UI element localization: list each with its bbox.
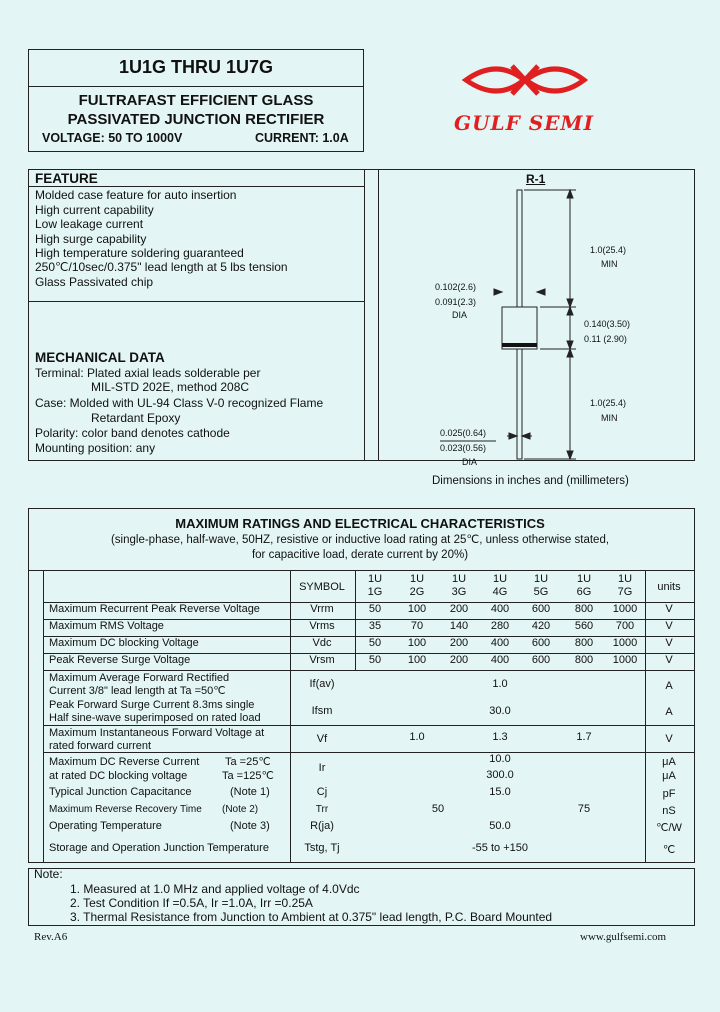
vf-label: Maximum Instantaneous Forward Voltage at [49, 727, 265, 739]
dim-lead-dia-3: DIA [462, 457, 478, 467]
row-value: 35 [368, 620, 382, 632]
revision-label: Rev.A6 [34, 931, 68, 943]
ir-condition: Ta =25℃ [225, 756, 271, 768]
ifav-label: Maximum Average Forward Rectified [49, 672, 230, 684]
dim-body-len-2: 0.11 (2.90) [584, 334, 627, 344]
gulf-semi-logo [452, 60, 612, 140]
feature-item: High current capability [35, 203, 154, 217]
row-unit: V [665, 603, 673, 615]
row-value: 50 [368, 603, 382, 615]
row-label: Maximum RMS Voltage [49, 620, 164, 632]
ratings-subtitle-1: (single-phase, half-wave, 50HZ, resistive or inductive load rating at 25℃, unless otherwise stated, [110, 534, 610, 546]
tstg-symbol: Tstg, Tj [304, 842, 340, 854]
rja-note: (Note 3) [230, 820, 270, 832]
ir-label: Maximum DC Reverse Current [49, 756, 200, 768]
row-symbol: Vrrm [310, 603, 334, 615]
row-value: 100 [407, 603, 427, 615]
trr-value-1: 50 [431, 803, 445, 815]
row-unit: V [665, 620, 673, 632]
feature-item: Low leakage current [35, 217, 144, 231]
note-item: 3. Thermal Resistance from Junction to Ambient at 0.375" lead length, P.C. Board Mounted [70, 910, 553, 924]
vf-value-3: 1.7 [576, 731, 592, 743]
ratings-title: MAXIMUM RATINGS AND ELECTRICAL CHARACTERISTICS [175, 516, 545, 531]
row-value: 100 [407, 637, 427, 649]
feature-item: High surge capability [35, 232, 147, 246]
vf-value-1: 1.0 [409, 731, 425, 743]
feature-item: Molded case feature for auto insertion [35, 188, 237, 202]
mechanical-line: Case: Molded with UL-94 Class V-0 recognized Flame [35, 396, 324, 410]
vf-label: rated forward current [49, 740, 152, 752]
rja-label: Operating Temperature [49, 820, 162, 832]
ifsm-symbol: Ifsm [311, 705, 333, 717]
col-model-6: 6G [576, 586, 592, 598]
row-value: 800 [574, 654, 594, 666]
cj-value: 15.0 [489, 786, 511, 798]
row-value: 800 [574, 637, 594, 649]
tstg-label: Storage and Operation Junction Temperature [49, 842, 269, 854]
row-value: 140 [449, 620, 469, 632]
row-value: 50 [368, 654, 382, 666]
vf-value-2: 1.3 [492, 731, 508, 743]
dim-lead-dia-2: 0.023(0.56) [440, 443, 487, 453]
row-value: 800 [574, 603, 594, 615]
rja-unit: ℃/W [656, 822, 682, 834]
row-value: 70 [410, 620, 424, 632]
row-value: 1000 [612, 654, 638, 666]
row-value: 560 [574, 620, 594, 632]
dim-body-len-1: 0.140(3.50) [584, 319, 631, 329]
ir-unit: μA [662, 770, 676, 782]
col-model-6: 1U [576, 573, 592, 585]
ifsm-label: Half sine-wave superimposed on rated load [49, 712, 261, 724]
col-model-2: 2G [409, 586, 425, 598]
dim-lead-top-1: 1.0(25.4) [590, 245, 627, 255]
row-unit: V [665, 637, 673, 649]
row-value: 600 [531, 603, 551, 615]
row-value: 600 [531, 654, 551, 666]
row-value: 200 [449, 637, 469, 649]
ir-unit: μA [662, 756, 676, 768]
ifav-label: Current 3/8" lead length at Ta =50℃ [49, 685, 226, 697]
row-value: 600 [531, 637, 551, 649]
vf-unit: V [665, 733, 673, 745]
row-value: 1000 [612, 603, 638, 615]
row-symbol: Vrsm [309, 654, 335, 666]
ir-value-25c: 10.0 [489, 753, 511, 765]
mechanical-heading: MECHANICAL DATA [35, 350, 165, 365]
ir-value-125c: 300.0 [486, 769, 514, 781]
diode-outline-drawing [378, 186, 694, 461]
dim-body-dia-2: 0.091(2.3) [435, 297, 477, 307]
dim-body-dia-1: 0.102(2.6) [435, 282, 477, 292]
col-model-1: 1U [367, 573, 383, 585]
ifav-value: 1.0 [492, 678, 508, 690]
rja-symbol: R(ja) [310, 820, 334, 832]
mechanical-line: Terminal: Plated axial leads solderable per [35, 366, 261, 380]
note-item: 2. Test Condition If =0.5A, Ir =1.0A, Irr =0.25A [70, 896, 313, 910]
cj-unit: pF [662, 788, 676, 800]
row-label: Peak Reverse Surge Voltage [49, 654, 191, 666]
diagram-caption: Dimensions in inches and (millimeters) [432, 475, 629, 487]
row-value: 50 [368, 637, 382, 649]
row-value: 100 [407, 654, 427, 666]
feature-item: Glass Passivated chip [35, 275, 154, 289]
row-symbol: Vrms [309, 620, 335, 632]
part-range: 1U1G THRU 1U7G [118, 57, 274, 77]
row-value: 200 [449, 603, 469, 615]
ifav-symbol: If(av) [309, 678, 335, 690]
mechanical-line: Retardant Epoxy [91, 411, 181, 425]
row-value: 420 [531, 620, 551, 632]
cj-label: Typical Junction Capacitance [49, 786, 192, 798]
col-model-1: 1G [367, 586, 383, 598]
row-value: 400 [490, 637, 510, 649]
vf-symbol: Vf [316, 733, 328, 745]
feature-item: 250℃/10sec/0.375" lead length at 5 lbs tension [35, 260, 288, 274]
col-model-5: 5G [533, 586, 549, 598]
mechanical-line: Mounting position: any [35, 441, 156, 455]
feature-heading: FEATURE [35, 171, 98, 186]
mechanical-line: Polarity: color band denotes cathode [35, 426, 230, 440]
col-model-4: 1U [492, 573, 508, 585]
row-value: 1000 [612, 637, 638, 649]
trr-unit: nS [662, 805, 676, 817]
col-model-7: 1U [617, 573, 633, 585]
ir-symbol: Ir [318, 762, 326, 774]
col-model-2: 1U [409, 573, 425, 585]
tstg-value: -55 to +150 [472, 842, 528, 854]
trr-note: (Note 2) [222, 804, 259, 815]
row-value: 700 [615, 620, 635, 632]
row-value: 400 [490, 654, 510, 666]
ifsm-value: 30.0 [489, 705, 511, 717]
dim-lead-top-2: MIN [601, 259, 618, 269]
row-unit: V [665, 654, 673, 666]
col-model-7: 7G [617, 586, 633, 598]
current-rating: CURRENT: 1.0A [255, 131, 349, 145]
row-value: 200 [449, 654, 469, 666]
row-symbol: Vdc [312, 637, 332, 649]
col-symbol-header: SYMBOL [299, 581, 345, 593]
row-value: 280 [490, 620, 510, 632]
col-model-5: 1U [533, 573, 549, 585]
package-label: R-1 [526, 172, 546, 186]
tstg-unit: ℃ [662, 844, 676, 856]
col-units-header: units [657, 581, 681, 593]
ifsm-label: Peak Forward Surge Current 8.3ms single [49, 699, 255, 711]
title-line-1: FULTRAFAST EFFICIENT GLASS [78, 92, 314, 109]
row-label: Maximum Recurrent Peak Reverse Voltage [49, 603, 260, 615]
notes-heading: Note: [34, 867, 63, 881]
dim-lead-bot-2: MIN [601, 413, 618, 423]
col-model-3: 3G [451, 586, 467, 598]
cj-note: (Note 1) [230, 786, 270, 798]
brand-wordmark: GULF SEMI [454, 111, 594, 135]
feature-item: High temperature soldering guaranteed [35, 246, 244, 260]
voltage-rating: VOLTAGE: 50 TO 1000V [42, 131, 183, 145]
mechanical-line: MIL-STD 202E, method 208C [91, 380, 250, 394]
note-item: 1. Measured at 1.0 MHz and applied voltage of 4.0Vdc [70, 882, 360, 896]
dim-lead-bot-1: 1.0(25.4) [590, 398, 627, 408]
cathode-band [502, 343, 537, 347]
row-label: Maximum DC blocking Voltage [49, 637, 199, 649]
ir-label: at rated DC blocking voltage [49, 770, 188, 782]
col-model-3: 1U [451, 573, 467, 585]
dim-body-dia-3: DIA [452, 310, 468, 320]
trr-symbol: Trr [315, 804, 329, 815]
col-model-4: 4G [492, 586, 508, 598]
dim-lead-dia-1: 0.025(0.64) [440, 428, 487, 438]
ir-condition: Ta =125℃ [222, 770, 274, 782]
ifsm-unit: A [665, 706, 673, 718]
title-line-2: PASSIVATED JUNCTION RECTIFIER [67, 111, 325, 128]
cj-symbol: Cj [316, 786, 328, 798]
rja-value: 50.0 [489, 820, 511, 832]
trr-value-2: 75 [577, 803, 591, 815]
trr-label: Maximum Reverse Recovery Time [49, 804, 202, 815]
ifav-unit: A [665, 680, 673, 692]
row-value: 400 [490, 603, 510, 615]
ratings-subtitle-2: for capacitive load, derate current by 20%) [251, 549, 469, 561]
website-link[interactable]: www.gulfsemi.com [580, 931, 667, 943]
